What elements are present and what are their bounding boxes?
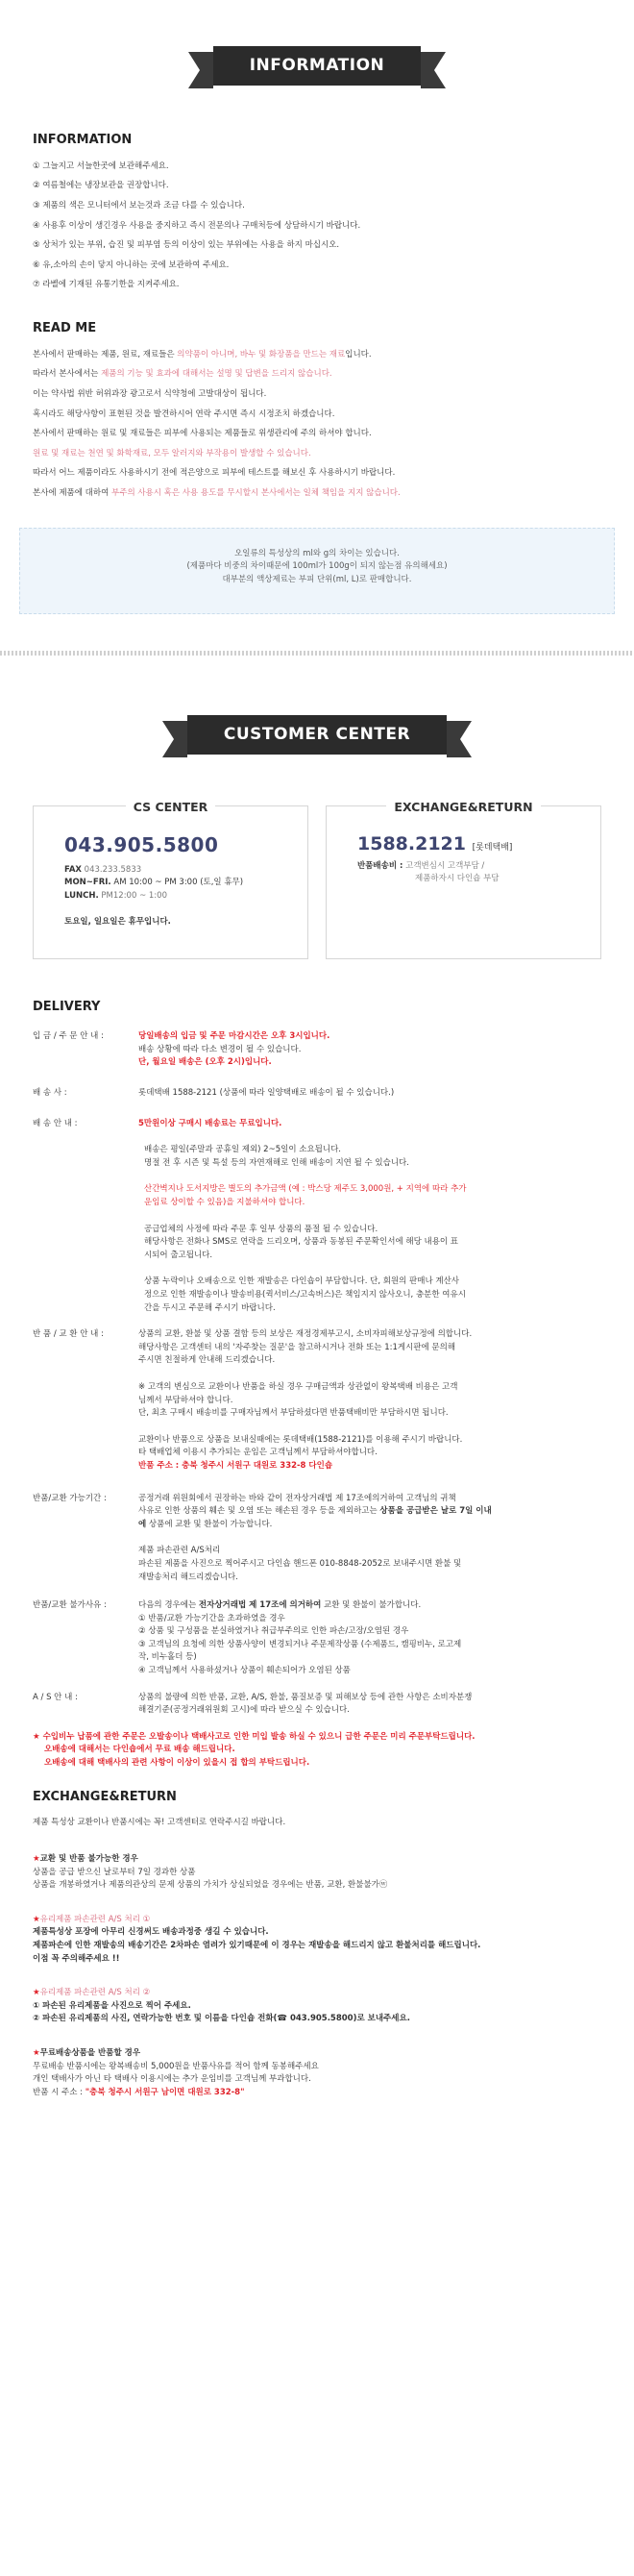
exchange-return-title: EXCHANGE&RETURN (386, 800, 540, 814)
readme-line: 본사에 제품에 대하여 부주의 사용시 혹은 사용 용도를 무시할시 본사에서는 일체 책임을 지지 않습니다. (33, 487, 401, 498)
delivery-period: 배송은 평일(주말과 공휴일 제외) 2~5일이 소요됩니다. 명절 전 후 시즌 및 특설 등의 자연재해로 인해 배송이 지연 될 수 있습니다. (144, 1145, 409, 1168)
exchange-heading: EXCHANGE&RETURN (33, 1789, 177, 1804)
unit-note-box (19, 528, 615, 614)
cs-hours: MON~FRI. AM 10:00 ~ PM 3:00 (토,일 휴무) (64, 878, 244, 888)
info-item: ⑤ 상처가 있는 부위, 습진 및 피부염 등의 이상이 있는 부위에는 사용을 하지 마십시오. (33, 240, 340, 251)
exchange-block-2: ★유리제품 파손관련 A/S 처리 ① 제품특성상 포장에 아무리 신경써도 배송과정중 생길 수 있습니다. 제품파손에 인한 재발송의 배송기간은 2차파손 염려가 있기때문에 이 경우는 재발송을 해드리지 않고 환불처리를 해드립니다. 이점 꼭 주의해주세요 !! (33, 1914, 481, 1964)
exchange-block-1: ★교환 및 반품 불가능한 경우 상품을 공급 받으신 날로부터 7일 경과한 상품 상품을 개봉하였거나 제품의관상의 문제 상품의 가치가 상실되었을 경우에는 반품, 교환, 환불불가ⓦ (33, 1854, 388, 1891)
cs-lunch: LUNCH. PM12:00 ~ 1:00 (64, 890, 167, 901)
readme-heading: READ ME (33, 320, 97, 335)
unit-note-line: 오일류의 특성상의 ml와 g의 차이는 있습니다. (234, 548, 400, 558)
info-item: ④ 사용후 이상이 생긴경우 사용을 중지하고 즉시 전문의나 구매처등에 상담하시기 바랍니다. (33, 220, 361, 231)
readme-line: 따라서 어느 제품이라도 사용하시기 전에 적은양으로 피부에 테스트를 해보신 후 사용하시기 바랍니다. (33, 468, 396, 479)
unit-note-line: (제품마다 비중의 차이때문에 100ml가 100g이 되지 않는점 유의해세요) (186, 561, 448, 572)
customer-center-ribbon: CUSTOMER CENTER (187, 715, 447, 755)
delivery-heading: DELIVERY (33, 999, 101, 1014)
cs-fax: FAX 043.233.5833 (64, 864, 142, 875)
information-section (0, 131, 634, 501)
cs-phone[interactable]: 043.905.5800 (64, 832, 219, 856)
exchange-block-3: ★유리제품 파손관련 A/S 처리 ② ① 파손된 유리제품을 사진으로 찍어 주세요. ② 파손된 유리제품의 사진, 연락가능한 번호 및 이름을 다인숍 전화(☎ 043.905.5800)로 보내주세요. (33, 1988, 410, 2024)
delivery-soldout: 공급업체의 사정에 따라 주문 후 일부 상품의 품절 될 수 있습니다. 해당사항은 전화나 SMS로 연락을 드리오며, 상품과 동봉된 주문확인서에 해당 내용이 표 시되어 출고됩니다. (144, 1224, 459, 1260)
return-period-row: 반품/교환 가능기간 : 공정거래 위원회에서 권장하는 바와 같이 전자상거래법 제 17조에의거하여 고객님의 귀책 사유로 인한 상품의 훼손 및 오염 또는 해손된 경우 등을 제외하고는 상품을 공급받은 날로 7일 이내 에 상품에 교환 및 환불이 가능합니다. 제품 파손관련 A/S처리 파손된 제품을 사진으로 찍어주시고 다인숍 핸드폰 010-8848-2052로 보내주시면 환불 및 재발송처리 해드리겠습니다. (33, 1493, 492, 1582)
exchange-fee: 반품배송비 : 고객변심시 고객부담 / (357, 860, 485, 871)
readme-line: 혹시라도 해당사항이 표현된 것을 발견하시어 연락 주시면 즉시 시정조치 하겠습니다. (33, 409, 335, 419)
unit-note-line: 대부분의 액상제료는 부피 단위(ml, L)로 판매합니다. (222, 574, 412, 584)
return-unavailable-row: 반품/교환 불가사유 : 다음의 경우에는 전자상거래법 제 17조에 의거하여 교환 및 환불이 불가합니다. ① 반품/교환 가능기간을 초과하였을 경우 ② 상품 및 구성품을 분실하였거나 취급부주의로 인한 파손/고장/오염된 경우 ③ 고객님의 요청에 의한 상품사양이 변경되거나 주문제작상품 (수제품드, 캠핑비누, 로고제 작, 비누홀더 등) ④ 고객님께서 사용하셨거나 상품이 훼손되어가 오염된 상품 (33, 1600, 462, 1676)
information-banner (0, 0, 634, 125)
delivery-resend: 상품 누락이나 오배송으로 인한 재발송은 다인숍이 부담합니다. 단, 회원의 판매나 계산사 정으로 인한 재발송이나 발송비용(퀵서비스/고속버스)은 책임지지 않사오니, 충분한 여유시 간을 두시고 주문해 주시기 바랍니다. (144, 1276, 466, 1313)
readme-line: 본사에서 판매하는 제품, 원료, 재료들은 의약품이 아니며, 바누 및 화장품을 만드는 재료입니다. (33, 349, 372, 359)
delivery-section (0, 998, 634, 2100)
exchange-block-4: ★무료배송상품을 반품할 경우 무료배송 반품시에는 왕복배송비 5,000원을 반품사유를 적어 함께 동봉해주세요 개인 택배사가 아닌 타 택배사 이용시에는 추가 운임비를 고객님께 부과합니다. 반품 시 주소 : "충북 청주시 서원구 남이면 대원로 332-8" (33, 2047, 319, 2097)
customer-center-banner (0, 656, 634, 800)
cs-boxes (0, 799, 634, 959)
exchange-return-box (326, 799, 601, 959)
info-item: ① 그늘지고 서늘한곳에 보관해주세요. (33, 161, 169, 171)
readme-line: 이는 약사법 위반 허위과장 광고로서 식약청에 고발대상이 됩니다. (33, 388, 267, 399)
cs-closed: 토요일, 일요일은 휴무입니다. (64, 917, 171, 928)
info-item: ③ 제품의 색은 모니터에서 보는것과 조금 다를 수 있습니다. (33, 200, 245, 211)
delivery-warning: ★ 수입비누 납품에 관한 주문은 오발송이나 택배사고로 인한 미입 발송 하실 수 있으니 급한 주문은 미리 주문부탁드립니다. 오배송에 대해서는 다인숍에서 무료 배송 해드립니다. 오배송에 대해 택배사의 관련 사항이 이상이 있을시 접 합의 부탁드립니다. (33, 1731, 476, 1769)
info-item: ⑥ 유,소아의 손이 닿지 아니하는 곳에 보관하여 주세요. (33, 260, 230, 270)
information-heading: INFORMATION (33, 133, 133, 147)
information-ribbon: INFORMATION (213, 46, 422, 86)
info-item: ⑦ 라벨에 기재된 유통기한을 지켜주세요. (33, 280, 180, 290)
as-guide-row: A / S 안 내 : 상품의 불량에 의한 반품, 교환, A/S, 환불, 품질보증 및 피해보상 등에 관한 사항은 소비자분쟁 해결기준(공정거래위원회 고시)에 따라 받으실 수 있습니다. (33, 1692, 473, 1716)
readme-line: 본사에서 판매하는 원료 및 재료들은 피부에 사용되는 제품들로 위생관리에 주의 하셔야 합니다. (33, 429, 372, 439)
exchange-phone: 1588.2121 [롯데택배] (357, 832, 513, 855)
cs-center-title: CS CENTER (126, 800, 216, 814)
delivery-courier-row: 배 송 사 : 롯데택배 1588-2121 (상품에 따라 일양택배로 배송이 될 수 있습니다.) (33, 1088, 395, 1099)
exchange-intro: 제품 특성상 교환이나 반품시에는 꼭! 고객센터로 연락주시길 바랍니다. (33, 1818, 286, 1828)
delivery-island-fee: 산간벽지나 도서지방은 별도의 추가금액 (예 : 박스당 제주도 3,000원, + 지역에 따라 추가 운임료 상이할 수 있음)을 지불하셔야 합니다. (144, 1184, 467, 1208)
readme-line: 원료 및 재료는 천연 및 화학재료, 모두 알러지와 부작용이 발생할 수 있습니다. (33, 448, 311, 458)
return-guide-row: 반 품 / 교 환 안 내 : 상품의 교환, 환불 및 상품 결함 등의 보상은 재정경제부고시, 소비자피해보상규정에 의합니다. 해당사항은 고객센터 내의 '자주찾는 질문'을 참고하시거나 전화 또는 1:1게시판에 문의해 주시면 친절하게 안내해 드리겠습니다. ※ 고객의 변심으로 교환이나 반품을 하실 경우 구매금액과 상관없이 왕복택배 비용은 고객 님께서 부담하셔야 합니다. 단, 최초 구매시 배송비를 구매자님께서 부담하셨다면 반품택배비만 부담하시면 됩니다. 교환이나 반품으로 상품을 보내실때에는 롯데택배(1588-2121)를 이용해 주시기 바랍니다. 타 택배업체 이용시 추가되는 운임은 고객님께서 부담하셔야합니다. 반품 주소 : 충북 청주시 서원구 대원로 332-8 다인숍 (33, 1329, 473, 1471)
cs-center-box (33, 799, 308, 959)
delivery-guide-row: 배 송 안 내 : 5만원이상 구매시 배송료는 무료입니다. (33, 1118, 282, 1128)
delivery-order-row: 입 금 / 주 문 안 내 : 당일배송의 입금 및 주문 마감시간은 오후 3시입니다. 배송 상황에 따라 다소 변경이 될 수 있습니다. 단, 월요일 배송은 (오후 2시)입니다. (33, 1031, 330, 1068)
exchange-fee-2: 제품하자시 다인숍 부담 (415, 874, 500, 884)
info-item: ② 여름철에는 냉장보관을 권장합니다. (33, 181, 169, 191)
readme-line: 따라서 본사에서는 제품의 기능 및 효과에 대해서는 설명 및 답변을 드리지 않습니다. (33, 369, 332, 380)
